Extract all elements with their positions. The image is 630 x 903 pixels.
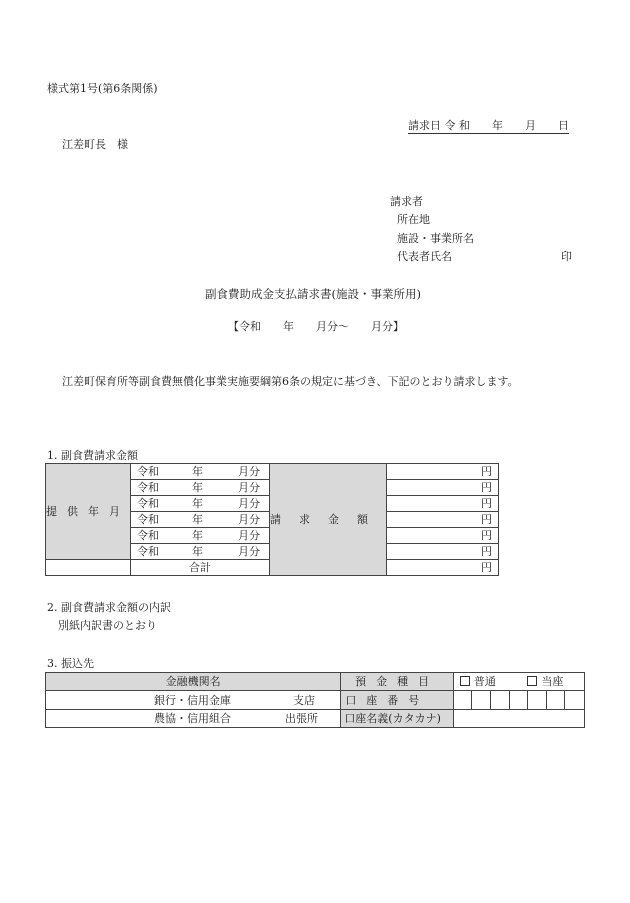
total-yen-cell: 円 [386, 560, 498, 576]
era: 令和 [137, 529, 159, 542]
provision-label-cell [46, 464, 131, 560]
era: 令和 [137, 497, 159, 510]
account-digit-cell[interactable] [491, 691, 510, 710]
bank-name-row1 [46, 691, 341, 710]
table-row [131, 496, 270, 512]
section1-heading: 1. 副食費請求金額 [47, 449, 138, 462]
yen-cell: 円 [386, 496, 498, 512]
era: 令和 [137, 513, 159, 526]
section2-text: 別紙内訳書のとおり [58, 619, 157, 632]
year: 年 [192, 529, 203, 542]
account-digit-cell[interactable] [565, 691, 585, 710]
transfer-table [45, 672, 585, 728]
requester-facility-label: 施設・事業所名 [397, 232, 474, 245]
branch-type-2: 出張所 [285, 712, 318, 725]
checking-option[interactable] [527, 675, 563, 688]
bank-name-header: 金融機関名 [46, 673, 341, 691]
month: 月分 [238, 545, 260, 558]
amount-table [45, 463, 499, 576]
month: 月分 [238, 497, 260, 510]
yen-cell: 円 [386, 528, 498, 544]
year: 年 [192, 513, 203, 526]
table-row [131, 480, 270, 496]
deposit-type-label-cell [341, 673, 454, 691]
seal-mark: 印 [561, 250, 572, 263]
form-number: 様式第1号(第6条関係) [47, 82, 158, 95]
document-title: 副食費助成金支払請求書(施設・事業所用) [205, 287, 421, 301]
checkbox-icon [527, 676, 537, 686]
account-name-label: 口座名義(カタカナ) [344, 712, 441, 725]
era: 令和 [137, 465, 159, 478]
requester-rep-label: 代表者氏名 [397, 250, 452, 263]
yen-cell: 円 [386, 464, 498, 480]
year: 年 [192, 465, 203, 478]
request-date: 請求日 令 和 年 月 日 [408, 119, 569, 132]
table-row [131, 464, 270, 480]
month: 月分 [238, 529, 260, 542]
account-name-label-cell [341, 710, 454, 728]
era: 令和 [137, 481, 159, 494]
table-row [131, 544, 270, 560]
yen-cell: 円 [386, 512, 498, 528]
account-digit-cell[interactable] [546, 691, 565, 710]
month: 月分 [238, 481, 260, 494]
ordinary-option[interactable] [460, 675, 496, 688]
deposit-type-label: 預金種目 [355, 675, 440, 688]
section2-heading: 2. 副食費請求金額の内訳 [47, 601, 171, 614]
bank-name-row2 [46, 710, 341, 728]
request-period: 【令和 年 月分～ 月分】 [228, 320, 404, 333]
section3-heading: 3. 振込先 [47, 657, 94, 670]
month: 月分 [238, 465, 260, 478]
deposit-type-options [453, 673, 584, 691]
account-number-label: 口座番号 [345, 693, 430, 707]
account-digit-cell[interactable] [453, 691, 472, 710]
bank-type-2: 農協・信用組合 [154, 712, 231, 725]
month: 月分 [238, 513, 260, 526]
checkbox-icon [460, 676, 470, 686]
addressee: 江差町長 様 [62, 138, 128, 151]
year: 年 [192, 497, 203, 510]
account-digit-cell[interactable] [528, 691, 547, 710]
requester-address-label: 所在地 [397, 213, 430, 226]
option-label: 普通 [473, 675, 496, 688]
request-amount-label: 請求金額 [269, 513, 386, 526]
account-name-field[interactable] [453, 710, 584, 728]
year: 年 [192, 545, 203, 558]
provision-label: 提供年月 [46, 505, 130, 518]
empty-cell [46, 560, 131, 576]
body-text: 江差町保育所等副食費無償化事業実施要綱第6条の規定に基づき、下記のとおり請求します。 [62, 375, 519, 388]
table-row [131, 528, 270, 544]
request-amount-label-cell [269, 464, 386, 576]
total-label: 合計 [131, 560, 270, 576]
requester-heading: 請求者 [390, 195, 423, 208]
era: 令和 [137, 545, 159, 558]
account-digit-cell[interactable] [509, 691, 528, 710]
account-digit-cell[interactable] [472, 691, 491, 710]
yen-cell: 円 [386, 480, 498, 496]
table-row [131, 512, 270, 528]
branch-type-1: 支店 [293, 693, 315, 707]
option-label: 当座 [541, 675, 564, 688]
account-number-label-cell [341, 691, 454, 710]
year: 年 [192, 481, 203, 494]
yen-cell: 円 [386, 544, 498, 560]
bank-type-1: 銀行・信用金庫 [154, 693, 231, 707]
